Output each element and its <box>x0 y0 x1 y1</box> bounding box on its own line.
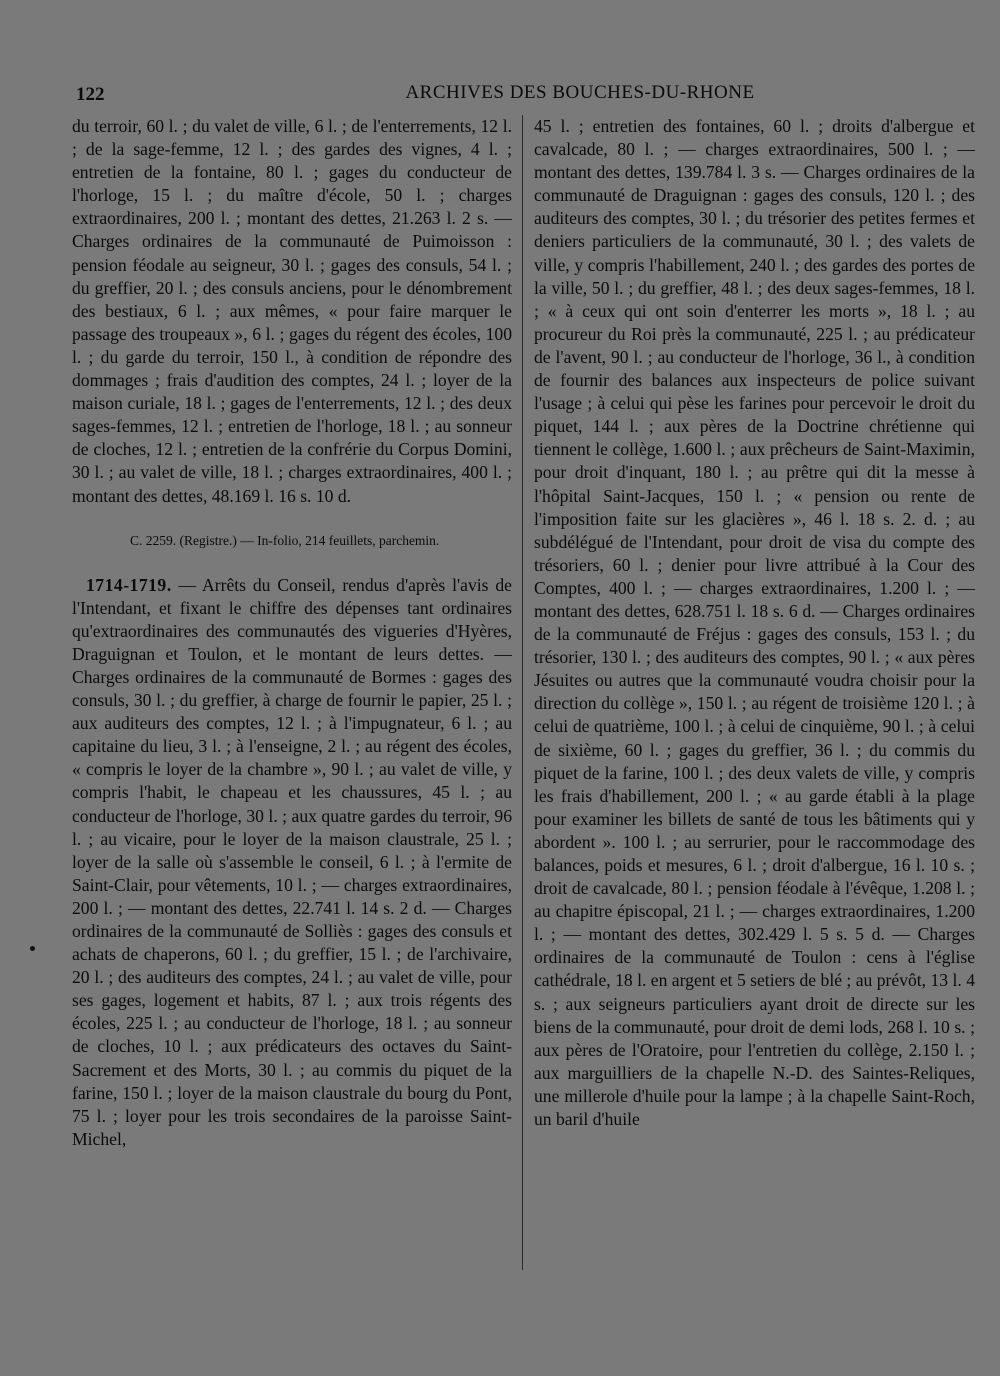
left-paragraph-continued: du terroir, 60 l. ; du valet de ville, 6 l. ; de l'enterrements, 12 l. ; de la sage-femme, 12 l. ; des gardes des vignes, 4 l. ; entretien de la fontaine, 80 l. ; gages du conducteur de l'horloge, 15 l. ; du maître d'école, 50 l. ; charges extraordinaires, 200 l. ; montant des dettes, 21.263 l. 2 s. — Charges ordinaires de la communauté de Puimoisson : pension féodale au seigneur, 30 l. ; gages des consuls, 54 l. ; du greffier, 20 l. ; des consuls anciens, pour le dénombrement des bestiaux, 6 l. ; aux mêmes, « pour faire marquer le passage des troupeaux », 6 l. ; gages du régent des écoles, 100 l. ; du garde du terroir, 150 l., à condition de répondre des dommages ; frais d'audition des comptes, 24 l. ; loyer de la maison curiale, 18 l. ; gages de l'enterrements, 12 l. ; des deux sages-femmes, 12 l. ; entretien de l'horloge, 18 l. ; au sonneur de cloches, 12 l. ; entretien de la confrérie du Corpus Domini, 30 l. ; au valet de ville, 18 l. ; charges extraordinaires, 400 l. ; montant des dettes, 48.169 l. 16 s. 10 d. <box>72 116 512 506</box>
running-title: ARCHIVES DES BOUCHES-DU-RHONE <box>405 82 755 103</box>
archive-entry <box>72 574 512 1151</box>
column-divider <box>522 115 523 1270</box>
archive-source-note: C. 2259. (Registre.) — In-folio, 214 feuillets, parchemin. <box>130 532 440 548</box>
page-number: 122 <box>76 84 105 105</box>
entry-text: — Arrêts du Conseil, rendus d'après l'avis de l'Intendant, et fixant le chiffre des dépenses tant ordinaires qu'extraordinaires des communautés des vigueries d'Hyères, Draguignan et Toulon, et le montant de leurs dettes. — Charges ordinaires de la communauté de Bormes : gages des consuls, 30 l. ; du greffier, à charge de fournir le papier, 25 l. ; aux auditeurs des comptes, 12 l. ; à l'impugnateur, 6 l. ; au capitaine du lieu, 3 l. ; à l'enseigne, 2 l. ; au régent des écoles, « compris le loyer de la chambre », 90 l. ; au valet de ville, y compris l'habit, le chapeau et les chaussures, 45 l. ; au conducteur de l'horloge, 30 l. ; aux quatre gardes du terroir, 96 l. ; au vicaire, pour le loyer de la maison claustrale, 25 l. ; loyer de la salle où s'assemble le conseil, 6 l. ; à l'ermite de Saint-Clair, pour vêtements, 10 l. ; — charges extraordinaires, 200 l. ; — montant des dettes, 22.741 l. 14 s. 2 d. — Charges ordinaires de la communauté de Solliès : gages des consuls et achats de chaperons, 60 l. ; du greffier, 15 l. ; de l'archivaire, 20 l. ; des auditeurs des comptes, 24 l. ; au valet de ville, pour ses gages, logement et habits, 87 l. ; aux trois régents des écoles, 225 l. ; au conducteur de l'horloge, 18 l. ; au sonneur de cloches, 10 l. ; aux prédicateurs des octaves du Saint-Sacrement et des Morts, 30 l. ; au commis du piquet de la farine, 150 l. ; loyer de la maison claustrale du bourg du Pont, 75 l. ; loyer pour les trois secondaires de la paroisse Saint-Michel, <box>72 574 512 1149</box>
page-header <box>72 80 978 110</box>
margin-speck <box>30 946 35 951</box>
right-column <box>534 115 975 1131</box>
left-column <box>72 115 512 1151</box>
entry-date: 1714-1719. <box>86 574 172 595</box>
right-paragraph: 45 l. ; entretien des fontaines, 60 l. ; droits d'albergue et cavalcade, 80 l. ; — charges extraordinaires, 500 l. ; — montant des dettes, 139.784 l. 3 s. — Charges ordinaires de la communauté de Draguignan : gages des consuls, 120 l. ; des auditeurs des comptes, 30 l. ; du trésorier des petites fermes et deniers particuliers de la communauté, 30 l. ; des valets de ville, y compris l'habillement, 240 l. ; des gardes des portes de la ville, 50 l. ; du greffier, 48 l. ; des deux sages-femmes, 18 l. ; « à ceux qui ont soin d'enterrer les morts », 18 l. ; au procureur du Roi près la communauté, 225 l. ; au prédicateur de l'avent, 90 l. ; au conducteur de l'horloge, 36 l., à condition de fournir des balances aux inspecteurs de police suivant l'usage ; à celui qui pèse les farines pour percevoir le droit du piquet, 144 l. ; aux pères de la Doctrine chrétienne qui tiennent le collège, 1.600 l. ; aux prêcheurs de Saint-Maximin, pour droit d'inquant, 180 l. ; au prêtre qui dit la messe à l'hôpital Saint-Jacques, 150 l. ; « pension ou rente de l'imposition faite sur les glacières », 46 l. 18 s. 2. d. ; au subdélégué de l'Intendant, pour droit de visa du compte des trésoriers, 60 l. ; denier pour livre attribué à la Cour des Comptes, 400 l. ; — charges extraordinaires, 1.200 l. ; — montant des dettes, 628.751 l. 18 s. 6 d. — Charges ordinaires de la communauté de Fréjus : gages des consuls, 153 l. ; du trésorier, 130 l. ; des auditeurs des comptes, 90 l. ; « aux pères Jésuites ou autres que la communauté voudra choisir pour la direction du collège », 150 l. ; au régent de troisième 120 l. ; à celui de quatrième, 100 l. ; à celui de cinquième, 90 l. ; à celui de sixième, 60 l. ; gages du greffier, 36 l. ; du commis du piquet de la farine, 100 l. ; des deux valets de ville, y compris les frais d'habillement, 200 l. ; « au garde établi à la plage pour examiner les billets de santé de tous les bâtiments qui y abordent ». 100 l. ; au serrurier, pour le raccommodage des balances, poids et mesures, 6 l. ; droit d'albergue, 16 l. 10 s. ; droit de cavalcade, 80 l. ; pension féodale à l'évêque, 1.208 l. ; au chapitre épiscopal, 21 l. ; — charges extraordinaires, 1.200 l. ; — montant des dettes, 302.429 l. 5 s. 5 d. — Charges ordinaires de la communauté de Toulon : cens à l'église cathédrale, 18 l. en argent et 5 setiers de blé ; au prévôt, 13 l. 4 s. ; aux seigneurs particuliers ayant droit de directe sur les biens de la communauté, pour droit de demi lods, 268 l. 10 s. ; aux pères de l'Oratoire, pour l'entretien du collège, 2.150 l. ; aux marguilliers de la chapelle N.-D. des Saintes-Reliques, une millerole d'huile pour la lampe ; à la chapelle Saint-Roch, un baril d'huile <box>534 116 975 1130</box>
